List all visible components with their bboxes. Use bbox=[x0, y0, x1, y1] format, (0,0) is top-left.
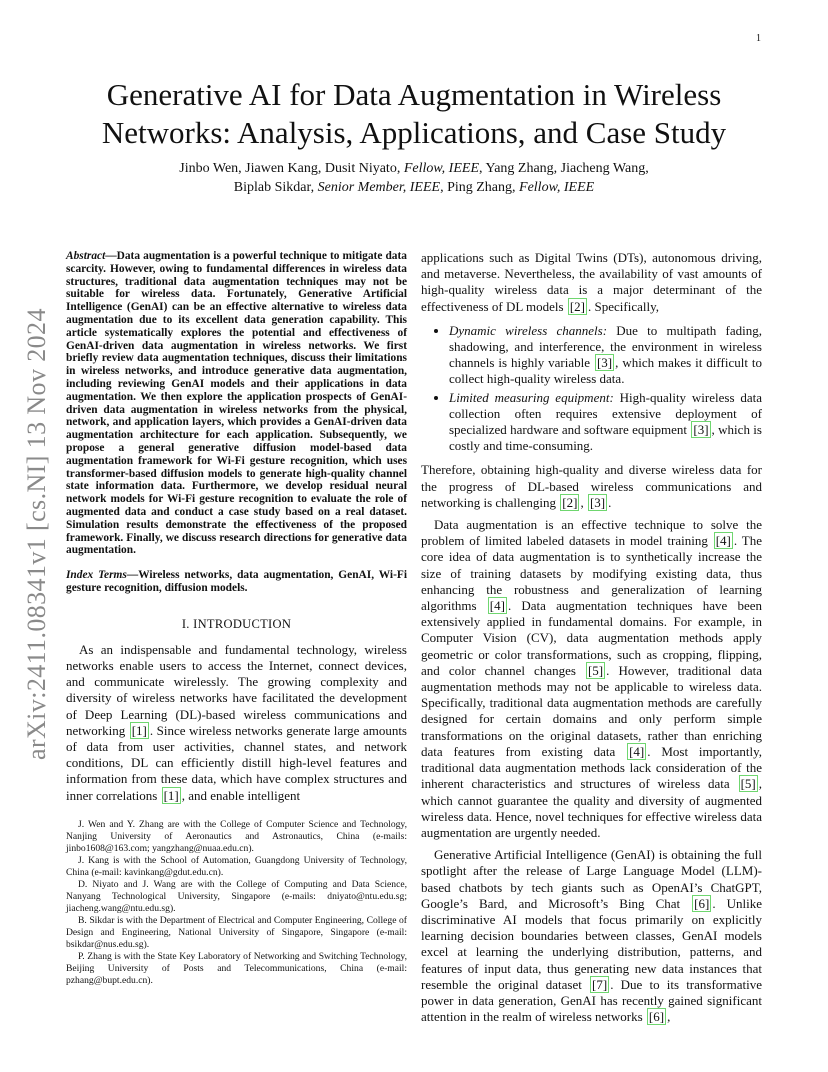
citation-link[interactable]: [1] bbox=[131, 722, 147, 738]
citation-link[interactable]: [4] bbox=[489, 598, 505, 614]
footnote: D. Niyato and J. Wang are with the College of Computing and Data Science, Nanyang Technological University, Singapore (e-mails: dniyato@ntu.edu.sg; jiacheng.wang@ntu.edu.sg). bbox=[66, 878, 407, 914]
footnote: J. Wen and Y. Zhang are with the College of Computer Science and Technology, Nanjing University of Aeronautics and Astronautics, China (e-mails: jinbo1608@163.com; yangzhang@nuaa.edu.cn). bbox=[66, 818, 407, 854]
abstract: Abstract—Data augmentation is a powerful technique to mitigate data scarcity. However, owing to fundamental differences in wireless data structures, traditional data augmentation techniques may not be suitable for wireless data. Fortunately, Generative Artificial Intelligence (GenAI) can be an effective alternative to wireless data augmentation due to its excellent data generation capability. This article systematically explores the potential and effectiveness of GenAI-driven data augmentation in wireless networks. We first briefly review data augmentation techniques, discuss their limitations in wireless networks, and introduce generative data augmentation, including reviewing GenAI models and their applications in data augmentation. We then explore the application prospects of GenAI-driven data augmentation in wireless networks from the physical, network, and application layers, which provides a GenAI-driven data augmentation architecture for each application. Subsequently, we propose a general generative diffusion model-based data augmentation framework for Wi-Fi gesture recognition, which uses transformer-based diffusion models to generate high-quality channel state information data. Furthermore, we develop residual neural network models for Wi-Fi gesture recognition to evaluate the role of augmented data and conduct a case study based on a real dataset. Simulation results demonstrate the effectiveness of the proposed framework. Finally, we discuss research directions for generative data augmentation. bbox=[66, 250, 407, 557]
body-paragraph: Data augmentation is an effective technique to solve the problem of limited labeled datasets in model training [4] . The core idea of data augmentation is to synthetically increase the size of training datasets by modifying existing data, thus enhancing the robustness and generalization of learning algorithms [4] . Data augmentation techniques have been extensively applied in fundamental domains. For example, in Computer Vision (CV), data augmentation methods apply geometric or color transformations, such as cropping, flipping, and color channel changes [5] . However, traditional data augmentation methods may not be applicable to wireless data. Specifically, traditional data augmentation methods are carefully designed for certain domains and only perform simple transformations on the original datasets, rather than enriching data features from existing data [4] . Most importantly, traditional data augmentation methods lack consideration of the inherent characteristics and structures of wireless data [5] , which cannot guarantee the quality and diversity of augmented wireless data. Hence, novel techniques for effective wireless data augmentation are urgently needed. bbox=[421, 517, 762, 840]
citation-link[interactable]: [2] bbox=[569, 298, 586, 314]
citation-link[interactable]: [3] bbox=[596, 355, 613, 371]
section-heading: I. INTRODUCTION bbox=[181, 616, 292, 631]
citation-link[interactable]: [3] bbox=[693, 422, 709, 438]
citation-link[interactable]: [6] bbox=[648, 1009, 665, 1025]
citation-link[interactable]: [7] bbox=[592, 976, 608, 992]
list-item: • Limited measuring equipment: High-quality wireless data collection often requires extensive deployment of specialized hardware and software equipment [3] , which is costly and time-consuming. bbox=[449, 390, 762, 455]
paper-title: Generative AI for Data Augmentation in Wireless Networks: Analysis, Applications, and Case Study bbox=[101, 77, 727, 150]
body-paragraph: applications such as Digital Twins (DTs), autonomous driving, and metaverse. Nevertheless, the availability of vast amounts of high-quality wireless data is a major determinant of the effectiveness of DL models [2] . Specifically, bbox=[421, 250, 762, 314]
body-paragraph: Therefore, obtaining high-quality and diverse wireless data for the progress of DL-based wireless communications and networking is challenging [2] , [3] . bbox=[421, 462, 762, 510]
citation-link[interactable]: [5] bbox=[587, 662, 604, 678]
citation-link[interactable]: [6] bbox=[694, 895, 710, 911]
author-line-1: Jinbo Wen, Jiawen Kang, Dusit Niyato, Fellow, IEEE, Yang Zhang, Jiacheng Wang, bbox=[179, 161, 649, 176]
challenge-list bbox=[421, 323, 762, 455]
citation-link[interactable]: [1] bbox=[163, 787, 179, 803]
list-item: • Dynamic wireless channels: Due to multipath fading, shadowing, and interference, the environment in wireless channels is highly variable [3] , which makes it difficult to collect high-quality wireless data. bbox=[449, 323, 762, 388]
footnote: J. Kang is with the School of Automation, Guangdong University of Technology, China (e-mail: kavinkang@gdut.edu.cn). bbox=[66, 854, 407, 878]
citation-link[interactable]: [4] bbox=[715, 533, 731, 549]
body-paragraph: Generative Artificial Intelligence (GenAI) is obtaining the full spotlight after the release of Large Language Model (LLM)-based chatbots by tech giants such as OpenAI’s ChatGPT, Google’s Bard, and Microsoft’s Bing Chat [6] . Unlike discriminative AI models that focus primarily on explicitly learning decision boundaries between classes, GenAI models excel at learning the underlying distribution, patterns, and features of input data, thus generating new data instances that resemble the original dataset [7] . Due to its transformative power in data generation, GenAI has recently gained significant attention in the realm of wireless networks [6] , bbox=[421, 847, 762, 1025]
intro-paragraph: As an indispensable and fundamental technology, wireless networks enable users to access the Internet, connect devices, and communicate wirelessly. The growing complexity and diversity of wireless networks have facilitated the development of Deep Learning (DL)-based wireless communications and networking [1] . Since wireless networks generate large amounts of data from user activities, channel states, and network conditions, DL can efficiently distill high-level features and information from these data, which have complex structures and inner correlations [1] , and enable intelligent bbox=[66, 641, 407, 803]
footnote: B. Sikdar is with the Department of Electrical and Computer Engineering, College of Design and Engineering, National University of Singapore, Singapore (e-mail: bsikdar@nus.edu.sg). bbox=[66, 914, 407, 950]
citation-link[interactable]: [2] bbox=[562, 494, 578, 510]
left-column bbox=[66, 250, 407, 987]
citation-link[interactable]: [3] bbox=[589, 494, 606, 510]
page-number: 1 bbox=[756, 33, 761, 44]
right-column bbox=[421, 250, 762, 1025]
arxiv-identifier: arXiv:2411.08341v1 [cs.NI] 13 Nov 2024 bbox=[22, 308, 51, 760]
affiliation-footnotes bbox=[66, 819, 407, 987]
citation-link[interactable]: [5] bbox=[740, 776, 756, 792]
author-line-2: Biplab Sikdar, Senior Member, IEEE, Ping Zhang, Fellow, IEEE bbox=[233, 180, 595, 195]
author-list bbox=[90, 159, 738, 197]
footnote: P. Zhang is with the State Key Laboratory of Networking and Switching Technology, Beijing University of Posts and Telecommunications, China (e-mail: pzhang@bupt.edu.cn). bbox=[66, 950, 407, 986]
citation-link[interactable]: [4] bbox=[629, 743, 645, 759]
index-terms: Index Terms—Wireless networks, data augmentation, GenAI, Wi-Fi gesture recognition, diffusion models. bbox=[66, 569, 407, 594]
